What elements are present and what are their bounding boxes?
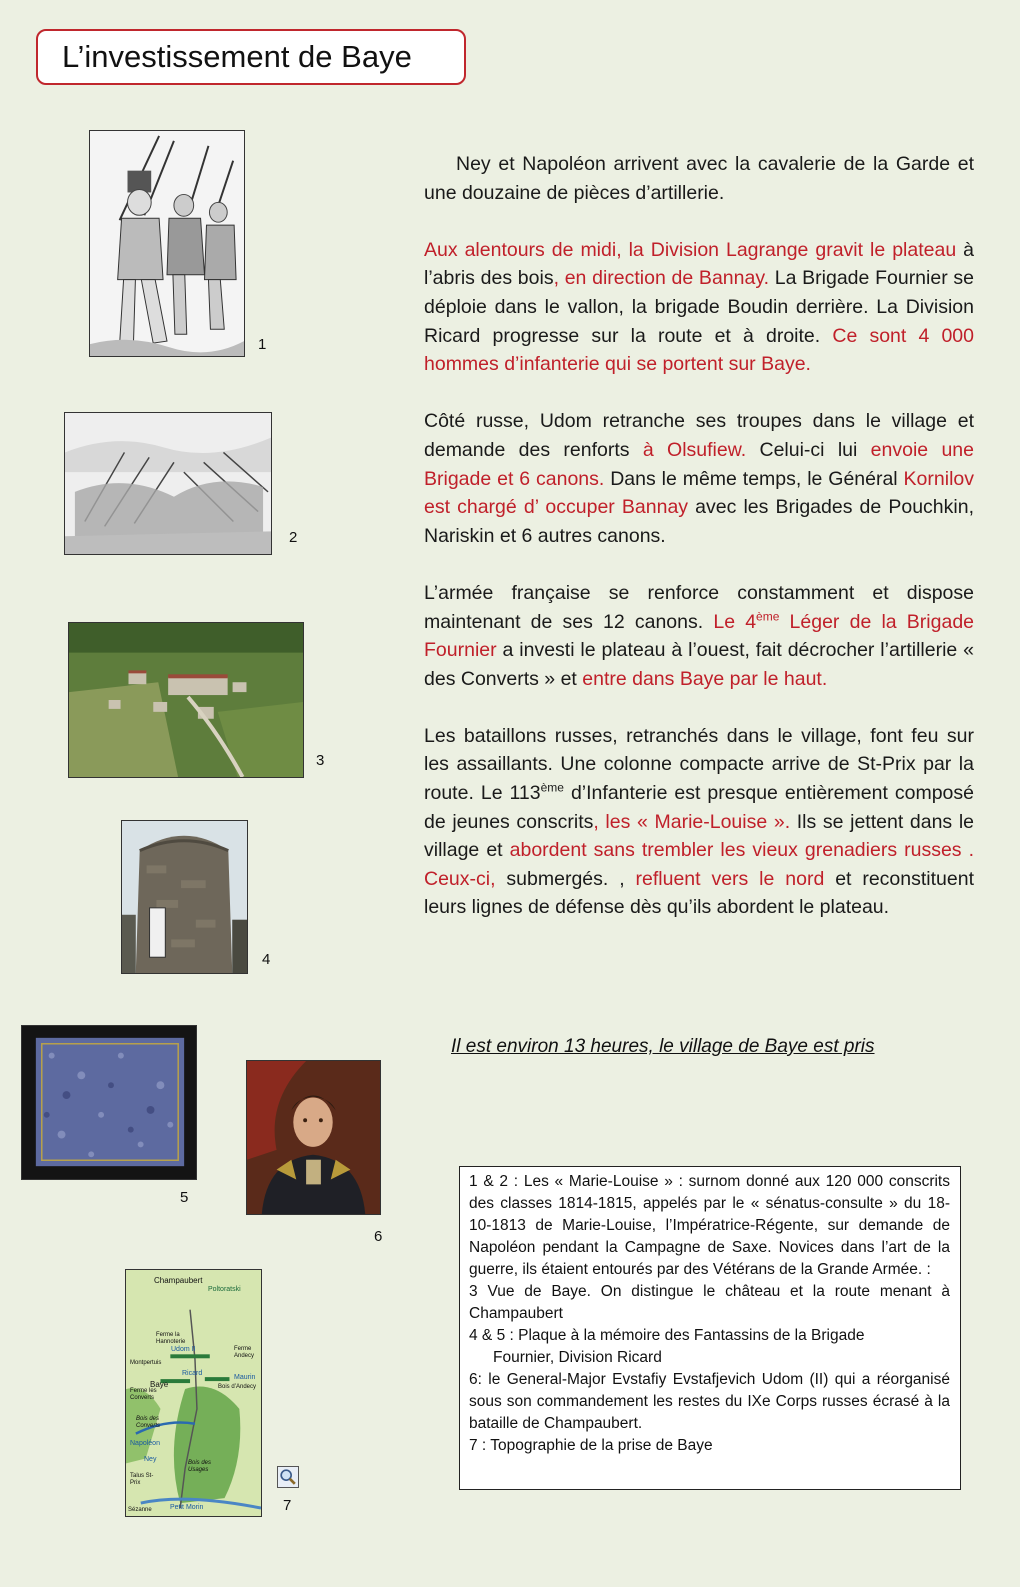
main-text — [424, 150, 974, 951]
figure-number-5: 5 — [180, 1189, 189, 1206]
title-box — [36, 29, 466, 85]
map-label-udom: Udom II — [171, 1346, 196, 1353]
map-label-poltoratski: Poltoratski — [208, 1286, 241, 1293]
paragraph-4 — [424, 579, 974, 693]
caption-4-5: 4 & 5 : Plaque à la mémoire des Fantassins de la Brigade — [469, 1327, 865, 1344]
paragraph-5 — [424, 722, 974, 922]
p5-reconstituent: et reconstituent leurs lignes de défense dès qu’ils abordent le plateau. — [424, 867, 974, 919]
map-label-bois-converts: Bois des Converts — [136, 1416, 161, 1429]
p4-red-le4: Le 4 — [713, 610, 757, 633]
p5-red-marie-louise: , les « Marie-Louise ». — [593, 810, 791, 833]
p4-red-entre: entre dans Baye par le haut. — [582, 667, 828, 690]
map-label-bois-andecy: Bois d’Andecy — [218, 1384, 257, 1390]
map-label-ferme-converts: Ferme les Converts — [130, 1388, 157, 1401]
p5-submerges: submergés. , — [495, 867, 636, 890]
map-label-montpertuis: Montpertuis — [130, 1360, 162, 1366]
map-label-bois-usages: Bois des Usages — [188, 1460, 212, 1473]
p4-red-leger: Léger de la Brigade Fournier — [424, 610, 975, 662]
page-title: L’investissement de Baye — [62, 39, 412, 74]
p2-red-bannay: , en direction de Bannay. — [553, 267, 770, 290]
figure-5-memorial-plaque — [21, 1025, 197, 1180]
caption-1-2: 1 & 2 : Les « Marie-Louise » : surnom donné aux 120 000 conscrits des classes 1814-1815, appelés par le « sénatus-consulte » du 18-10-1813 de Marie-Louise, l’Impératrice-Régente, sur demande de Napoléon pendant la Campagne de Saxe. Novices dans l’art de la guerre, ils étaient entourés par des Vétérans de la Grande Armée. : — [469, 1173, 950, 1278]
figure-number-1: 1 — [258, 336, 267, 353]
caption-7: 7 : Topographie de la prise de Baye — [469, 1437, 713, 1454]
figure-number-7: 7 — [283, 1497, 292, 1514]
magnifier-icon[interactable] — [277, 1466, 299, 1488]
map-label-ricard: Ricard — [182, 1370, 203, 1377]
p5-bataillons: Les bataillons russes, retranchés dans le village, font feu sur les assaillants. Une colonne compacte arrive de St-Prix par la route. Le 113 — [424, 724, 974, 805]
p5-infanterie: d’Infanterie est presque entièrement composé de jeunes conscrits — [424, 782, 974, 833]
p4-red-sup: ème — [756, 609, 780, 623]
p4-investi: a investi le plateau à l’ouest, fait décrocher l’artillerie « des Converts » et — [424, 639, 974, 690]
map-label-baye: Baye — [150, 1380, 169, 1389]
p5-red-abordent: abordent sans trembler les vieux grenadiers russes . Ceux-ci, — [424, 839, 974, 890]
map-label-maurin: Maurin — [234, 1374, 256, 1381]
map-label-ferme-hannoterie: Ferme la Hannoterie — [156, 1332, 186, 1345]
figure-7-battle-map — [125, 1269, 262, 1517]
p3-red-kornilov: Kornilov est chargé d’ occuper Bannay — [424, 467, 974, 519]
caption-4-5-cont: Fournier, Division Ricard — [493, 1349, 662, 1366]
figure-4-stone-tower — [121, 820, 248, 974]
p2-red-hommes: Ce sont 4 000 hommes d’infanterie qui se portent sur Baye. — [424, 324, 975, 376]
map-label-talus: Talus St-Prix — [130, 1473, 154, 1486]
paragraph-3 — [424, 407, 974, 550]
p2-fournier: La Brigade Fournier se déploie dans le vallon, la brigade Boudin derrière. La Division Ricard progresse sur la route et à droite. — [424, 267, 975, 347]
figure-number-3: 3 — [316, 752, 325, 769]
p3-pouchkin: avec les Brigades de Pouchkin, Nariskin et 6 autres canons. — [424, 496, 974, 547]
figure-2-battle-engraving — [64, 412, 272, 555]
paragraph-1 — [424, 150, 974, 207]
map-label-champaubert: Champaubert — [154, 1276, 203, 1285]
figure-3-aerial-view-baye — [68, 622, 304, 778]
caption-6: 6: le General-Major Evstafiy Evstafjevich Udom (II) qui a réorganisé sous son commandement les restes du IXe Corps russes écrasé à la bataille de Champaubert. — [469, 1371, 950, 1432]
figure-6-general-portrait — [246, 1060, 381, 1215]
figure-1-soldiers-engraving — [89, 130, 245, 357]
map-label-ney: Ney — [144, 1456, 157, 1463]
map-label-ferme-andecy: Ferme Andecy — [234, 1346, 255, 1359]
figure-number-6: 6 — [374, 1228, 383, 1245]
caption-box — [459, 1166, 961, 1490]
figure-number-2: 2 — [289, 529, 298, 546]
paragraph-1-text: Ney et Napoléon arrivent avec la cavalerie de la Garde et une douzaine de pièces d’artillerie. — [424, 153, 974, 204]
p5-jettent: Ils se jettent dans le village et — [424, 810, 974, 862]
p3-celui: Celui-ci lui — [746, 438, 871, 461]
figure-number-4: 4 — [262, 951, 271, 968]
p5-sup: ème — [540, 780, 564, 795]
p3-general: Dans le même temps, le Général — [604, 467, 904, 490]
p3-udom: Côté russe, Udom retranche ses troupes dans le village et demande des renforts — [424, 410, 974, 461]
map-label-petit-morin: Petit Morin — [170, 1504, 204, 1511]
paragraph-2 — [424, 236, 974, 379]
map-label-sezanne: Sézanne — [128, 1507, 152, 1513]
p3-red-brigade: envoie une Brigade et 6 canons. — [424, 438, 974, 490]
conclusion-line: Il est environ 13 heures, le village de Baye est pris — [451, 1036, 875, 1057]
p5-red-refluent: refluent vers le nord — [635, 867, 825, 890]
p4-armee: L’armée française se renforce constamment et dispose maintenant de ses 12 canons. — [424, 581, 974, 633]
p2-red-lagrange: Aux alentours de midi, la Division Lagrange gravit le plateau — [424, 238, 957, 261]
map-label-napoleon: Napoléon — [130, 1440, 160, 1447]
p2-bois: à l’abris des bois — [424, 238, 974, 290]
p3-red-olsufiew: à Olsufiew. — [642, 438, 747, 461]
caption-3: 3 Vue de Baye. On distingue le château et la route menant à Champaubert — [469, 1283, 950, 1322]
